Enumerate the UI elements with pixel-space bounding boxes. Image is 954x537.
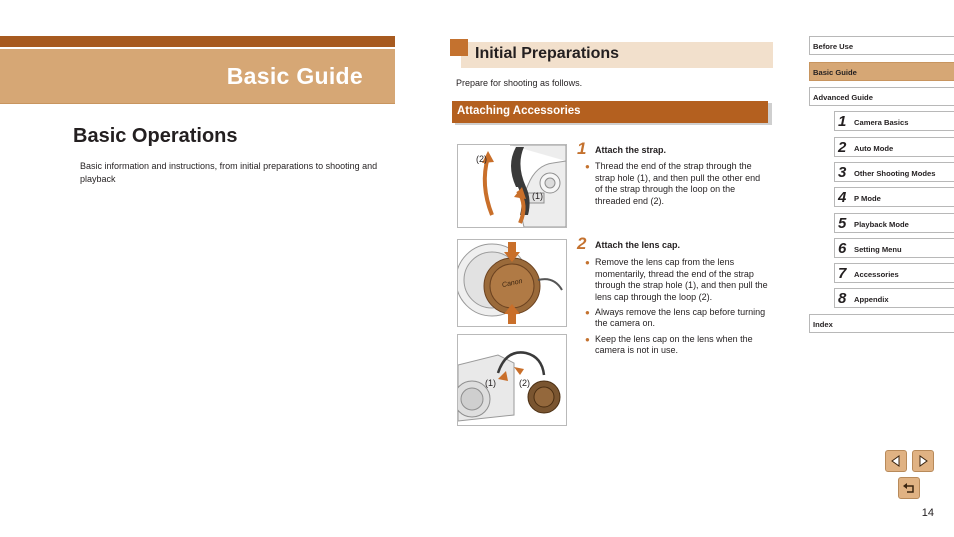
nav-advanced-guide[interactable]: Advanced Guide: [809, 87, 954, 106]
bullet-dot-icon: ●: [585, 162, 590, 171]
left-header-stripe: [0, 36, 395, 47]
nav-basic-guide[interactable]: Basic Guide: [809, 62, 954, 81]
banner-title: Basic Guide: [226, 63, 363, 89]
step-2-bullet: ● Keep the lens cap on the lens when the camera is not in use.: [585, 333, 753, 356]
step-1-bullets: [584, 161, 768, 211]
step-1-number: 1: [577, 139, 587, 158]
strap-illustration: [457, 144, 567, 228]
nav-chapter-4[interactable]: 4 P Mode: [834, 187, 954, 207]
cap-label-1: (1): [485, 378, 496, 388]
nav-chapter-3[interactable]: 3 Other Shooting Modes: [834, 162, 954, 182]
title-marker: [450, 39, 468, 56]
lens-cap-brand: Canon: [501, 277, 524, 290]
lens-cap-illustration: [457, 239, 567, 327]
section-description: Basic information and instructions, from initial preparations to shooting and playback: [80, 161, 378, 184]
next-page-button[interactable]: [912, 450, 934, 472]
page-title: Initial Preparations: [475, 45, 620, 62]
nav-index[interactable]: Index: [809, 314, 954, 333]
page-intro: Prepare for shooting as follows.: [456, 78, 583, 88]
step-2-bullets: [584, 257, 768, 360]
step-1-title: Attach the strap.: [595, 145, 667, 155]
return-icon: [902, 482, 916, 494]
bullet-dot-icon: ●: [585, 307, 590, 317]
nav-chapter-8[interactable]: 8 Appendix: [834, 288, 954, 308]
step-2-title: Attach the lens cap.: [595, 240, 681, 250]
nav-chapter-6[interactable]: 6 Setting Menu: [834, 238, 954, 258]
step-2-number: 2: [577, 234, 587, 253]
nav-chapter-1[interactable]: 1 Camera Basics: [834, 111, 954, 131]
step-2-bullet: ● Remove the lens cap from the lens momentarily, thread the end of the strap through the strap hole (1), and then pull the lens cap through the loop (2).: [585, 257, 768, 302]
step-1-bullet: ● Thread the end of the strap through the strap hole (1), and then pull the other end of the strap through the loop on the threaded end (2).: [585, 161, 761, 206]
bullet-dot-icon: ●: [585, 334, 590, 344]
cap-label-2: (2): [519, 378, 530, 388]
bullet-dot-icon: ●: [585, 258, 590, 267]
strap-label-2: (2): [476, 154, 487, 164]
page-number: 14: [921, 507, 934, 519]
arrow-left-icon: [890, 455, 902, 467]
return-button[interactable]: [898, 477, 920, 499]
step-2-bullet: ● Always remove the lens cap before turning the camera on.: [585, 306, 766, 329]
section-title: Basic Operations: [73, 125, 238, 147]
strap-label-1: (1): [532, 191, 543, 201]
nav-before-use[interactable]: Before Use: [809, 36, 954, 55]
prev-page-button[interactable]: [885, 450, 907, 472]
nav-chapter-2[interactable]: 2 Auto Mode: [834, 137, 954, 157]
nav-chapter-7[interactable]: 7 Accessories: [834, 263, 954, 283]
camera-cap-illustration: [457, 334, 567, 426]
basic-guide-banner: [0, 49, 395, 104]
arrow-right-icon: [917, 455, 929, 467]
subsection-title: Attaching Accessories: [457, 105, 581, 117]
nav-chapter-5[interactable]: 5 Playback Mode: [834, 213, 954, 233]
